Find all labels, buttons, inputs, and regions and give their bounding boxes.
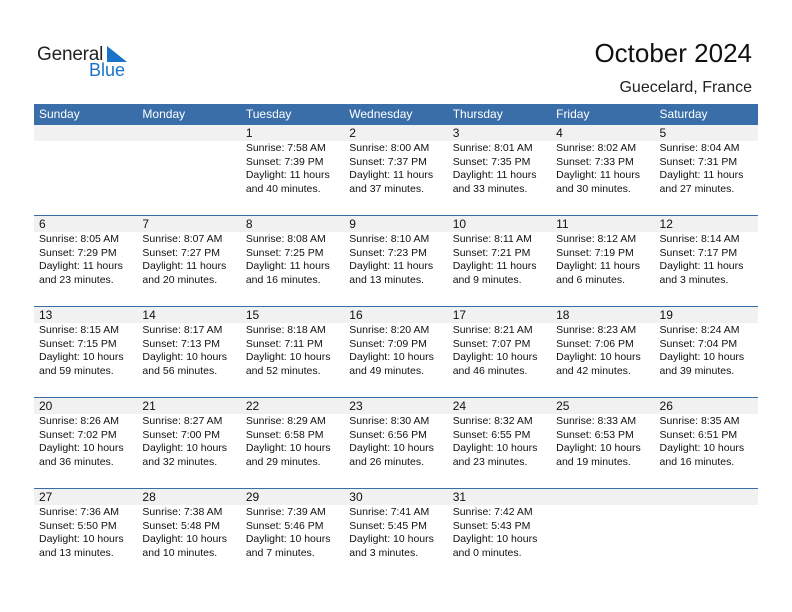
day-info [246, 506, 344, 560]
day-info [453, 233, 551, 287]
calendar-week [34, 397, 758, 488]
sunset-text: Sunset: 5:45 PM [349, 519, 427, 532]
day-number: 26 [659, 399, 673, 413]
day-cell [137, 307, 240, 397]
daylight-text: and 19 minutes. [556, 455, 631, 468]
sunset-text: Sunset: 7:02 PM [39, 428, 117, 441]
daylight-text: Daylight: 10 hours [245, 533, 331, 546]
day-info [39, 415, 137, 469]
sunset-text: Sunset: 7:19 PM [556, 246, 634, 259]
day-number: 23 [349, 399, 363, 413]
day-cell [655, 216, 758, 306]
day-cell [551, 125, 654, 215]
day-number: 15 [245, 308, 260, 322]
day-cell [551, 307, 654, 397]
day-cell [448, 307, 551, 397]
day-number: 2 [349, 126, 356, 140]
week-row [34, 489, 758, 579]
weekday-tuesday: Tuesday [245, 107, 292, 121]
day-cell [344, 216, 447, 306]
day-info [453, 324, 551, 378]
day-cell [344, 125, 447, 215]
day-info [660, 233, 758, 287]
sunset-text: Sunset: 7:31 PM [659, 155, 738, 168]
day-cell [241, 307, 344, 397]
day-cell [241, 489, 344, 579]
day-number: 24 [452, 399, 467, 413]
weekday-thursday: Thursday [452, 107, 503, 121]
day-number: 13 [39, 308, 53, 322]
day-cell [344, 307, 447, 397]
weekday-friday: Friday [556, 107, 590, 121]
sunrise-text: Sunrise: 8:35 AM [659, 415, 740, 427]
daylight-text: Daylight: 10 hours [349, 351, 434, 364]
calendar-weeks [34, 125, 758, 579]
sunrise-text: Sunrise: 8:00 AM [349, 142, 430, 154]
week-row [34, 307, 758, 397]
sunrise-text: Sunrise: 8:12 AM [556, 233, 637, 245]
empty-day-cell [551, 489, 654, 579]
day-info [39, 233, 137, 287]
sunset-text: Sunset: 6:51 PM [659, 428, 738, 441]
day-info [453, 415, 551, 469]
day-cell [448, 216, 551, 306]
day-info [246, 415, 344, 469]
sunset-text: Sunset: 7:06 PM [556, 337, 634, 350]
day-info [246, 324, 344, 378]
day-number: 30 [349, 490, 363, 504]
day-info [453, 506, 551, 560]
daylight-text: Daylight: 11 hours [39, 260, 123, 273]
daylight-text: Daylight: 10 hours [349, 442, 434, 455]
sunset-text: Sunset: 6:53 PM [556, 428, 634, 441]
sunset-text: Sunset: 7:37 PM [349, 155, 427, 168]
sunrise-text: Sunrise: 8:18 AM [245, 324, 326, 336]
day-info [349, 415, 447, 469]
day-number: 18 [556, 308, 570, 322]
day-info [142, 324, 240, 378]
sunset-text: Sunset: 7:15 PM [39, 337, 117, 350]
sunrise-text: Sunrise: 8:20 AM [349, 324, 430, 336]
empty-day-cell [137, 125, 240, 215]
daylight-text: Daylight: 10 hours [245, 442, 331, 455]
daylight-text: Daylight: 11 hours [556, 260, 640, 273]
logo [37, 44, 137, 80]
day-number: 11 [556, 217, 569, 231]
day-cell [448, 398, 551, 488]
day-info [142, 506, 240, 560]
day-cell [655, 307, 758, 397]
day-number: 8 [245, 217, 253, 231]
daylight-text: and 32 minutes. [142, 455, 218, 468]
empty-day-cell [655, 489, 758, 579]
day-cell [448, 125, 551, 215]
daylight-text: and 13 minutes. [39, 546, 114, 559]
day-info [349, 324, 447, 378]
sunrise-text: Sunrise: 8:04 AM [659, 142, 740, 154]
day-number: 17 [452, 308, 467, 322]
daylight-text: and 16 minutes. [245, 273, 321, 286]
day-info [39, 506, 137, 560]
sunset-text: Sunset: 7:39 PM [245, 155, 324, 168]
daylight-text: Daylight: 11 hours [245, 260, 330, 273]
daylight-text: and 20 minutes. [142, 273, 218, 286]
sunrise-text: Sunrise: 8:01 AM [452, 142, 533, 154]
sunrise-text: Sunrise: 7:38 AM [142, 506, 223, 518]
calendar [34, 104, 758, 579]
day-number: 19 [659, 308, 673, 322]
calendar-week [34, 488, 758, 579]
sunrise-text: Sunrise: 8:33 AM [556, 415, 637, 427]
daylight-text: Daylight: 10 hours [452, 533, 538, 546]
sunset-text: Sunset: 7:21 PM [452, 246, 531, 259]
day-number: 4 [556, 126, 563, 140]
sunrise-text: Sunrise: 8:05 AM [39, 233, 119, 245]
daylight-text: and 3 minutes. [349, 546, 419, 559]
sunrise-text: Sunrise: 8:08 AM [245, 233, 326, 245]
day-number: 27 [39, 490, 53, 504]
daylight-text: Daylight: 10 hours [556, 442, 641, 455]
sunset-text: Sunset: 6:58 PM [245, 428, 324, 441]
daylight-text: Daylight: 11 hours [349, 169, 434, 182]
daylight-text: Daylight: 10 hours [659, 351, 745, 364]
logo-word-blue: Blue [89, 60, 126, 80]
daylight-text: and 33 minutes. [452, 182, 528, 195]
day-info [142, 233, 240, 287]
day-info [660, 142, 758, 196]
daylight-text: and 36 minutes. [39, 455, 114, 468]
sunset-text: Sunset: 7:25 PM [245, 246, 324, 259]
sunrise-text: Sunrise: 8:23 AM [556, 324, 637, 336]
day-cell [137, 489, 240, 579]
daylight-text: and 29 minutes. [245, 455, 321, 468]
day-info [453, 142, 551, 196]
week-row [34, 125, 758, 215]
day-cell [655, 398, 758, 488]
daylight-text: Daylight: 10 hours [349, 533, 434, 546]
sunset-text: Sunset: 5:50 PM [39, 519, 117, 532]
daylight-text: Daylight: 11 hours [452, 169, 537, 182]
day-number: 29 [245, 490, 260, 504]
daylight-text: and 37 minutes. [349, 182, 424, 195]
day-cell [137, 216, 240, 306]
day-number: 9 [349, 217, 356, 231]
daylight-text: and 59 minutes. [39, 364, 114, 377]
day-info [349, 142, 447, 196]
sunset-text: Sunset: 7:23 PM [349, 246, 427, 259]
sunset-text: Sunset: 6:55 PM [452, 428, 531, 441]
sunrise-text: Sunrise: 8:14 AM [659, 233, 740, 245]
day-cell [344, 489, 447, 579]
sunrise-text: Sunrise: 8:26 AM [39, 415, 119, 427]
day-info [556, 142, 654, 196]
sunset-text: Sunset: 7:09 PM [349, 337, 427, 350]
day-info [660, 415, 758, 469]
daylight-text: and 23 minutes. [452, 455, 528, 468]
day-number: 1 [245, 126, 253, 140]
sunrise-text: Sunrise: 8:27 AM [142, 415, 223, 427]
day-info [556, 324, 654, 378]
sunset-text: Sunset: 7:13 PM [142, 337, 221, 350]
daylight-text: Daylight: 11 hours [245, 169, 330, 182]
daylight-text: Daylight: 10 hours [39, 533, 124, 546]
day-info [246, 142, 344, 196]
sunrise-text: Sunrise: 8:10 AM [349, 233, 430, 245]
day-info [246, 233, 344, 287]
sunset-text: Sunset: 7:33 PM [556, 155, 634, 168]
sunrise-text: Sunrise: 8:17 AM [142, 324, 223, 336]
day-number: 20 [39, 399, 53, 413]
sunrise-text: Sunrise: 8:07 AM [142, 233, 223, 245]
day-cell [655, 125, 758, 215]
sunrise-text: Sunrise: 8:21 AM [452, 324, 533, 336]
daylight-text: Daylight: 10 hours [142, 351, 228, 364]
daylight-text: and 46 minutes. [452, 364, 528, 377]
daylight-text: Daylight: 10 hours [556, 351, 641, 364]
day-number: 28 [142, 490, 156, 504]
daylight-text: and 49 minutes. [349, 364, 424, 377]
day-info [660, 324, 758, 378]
daylight-text: Daylight: 11 hours [452, 260, 537, 273]
daylight-text: Daylight: 11 hours [349, 260, 434, 273]
day-number: 12 [659, 217, 673, 231]
location-subtitle: Guecelard, France [619, 79, 752, 96]
day-cell [241, 216, 344, 306]
sunset-text: Sunset: 7:00 PM [142, 428, 221, 441]
sunset-text: Sunset: 7:07 PM [452, 337, 531, 350]
daylight-text: and 26 minutes. [349, 455, 424, 468]
calendar-week [34, 125, 758, 215]
sunset-text: Sunset: 6:56 PM [349, 428, 427, 441]
weekday-wednesday: Wednesday [349, 107, 413, 121]
day-cell [34, 489, 137, 579]
weekday-header [34, 104, 758, 125]
sunrise-text: Sunrise: 7:36 AM [39, 506, 119, 518]
calendar-week [34, 215, 758, 306]
day-cell [344, 398, 447, 488]
daylight-text: and 39 minutes. [659, 364, 735, 377]
day-number: 3 [452, 126, 460, 140]
day-info [556, 233, 654, 287]
sunset-text: Sunset: 5:48 PM [142, 519, 221, 532]
sunset-text: Sunset: 7:27 PM [142, 246, 221, 259]
daylight-text: Daylight: 11 hours [556, 169, 640, 182]
day-number: 31 [452, 490, 467, 504]
day-cell [551, 216, 654, 306]
daylight-text: Daylight: 11 hours [659, 169, 744, 182]
daylight-text: and 30 minutes. [556, 182, 631, 195]
sunrise-text: Sunrise: 8:32 AM [452, 415, 533, 427]
weekday-saturday: Saturday [659, 107, 708, 121]
daylight-text: and 56 minutes. [142, 364, 218, 377]
sunrise-text: Sunrise: 7:42 AM [452, 506, 533, 518]
sunset-text: Sunset: 5:43 PM [452, 519, 531, 532]
sunset-text: Sunset: 7:29 PM [39, 246, 117, 259]
week-row [34, 216, 758, 306]
day-number: 21 [142, 399, 156, 413]
day-number: 5 [659, 126, 667, 140]
sunrise-text: Sunrise: 7:39 AM [245, 506, 326, 518]
day-number: 14 [142, 308, 156, 322]
daylight-text: Daylight: 10 hours [245, 351, 331, 364]
sunrise-text: Sunrise: 8:29 AM [245, 415, 326, 427]
day-cell [241, 398, 344, 488]
day-number: 25 [556, 399, 570, 413]
daylight-text: Daylight: 10 hours [452, 351, 538, 364]
sunset-text: Sunset: 7:35 PM [452, 155, 531, 168]
day-number: 10 [452, 217, 467, 231]
week-row [34, 398, 758, 488]
sunrise-text: Sunrise: 8:30 AM [349, 415, 430, 427]
page-title: October 2024 [594, 38, 752, 68]
daylight-text: and 10 minutes. [142, 546, 218, 559]
day-info [556, 415, 654, 469]
calendar-week [34, 306, 758, 397]
day-cell [551, 398, 654, 488]
day-number: 7 [142, 217, 150, 231]
day-cell [241, 125, 344, 215]
daylight-text: and 3 minutes. [659, 273, 729, 286]
sunrise-text: Sunrise: 8:11 AM [452, 233, 532, 245]
day-cell [34, 216, 137, 306]
daylight-text: and 0 minutes. [452, 546, 522, 559]
daylight-text: and 23 minutes. [39, 273, 114, 286]
daylight-text: and 6 minutes. [556, 273, 625, 286]
day-cell [137, 398, 240, 488]
daylight-text: Daylight: 10 hours [39, 442, 124, 455]
sunset-text: Sunset: 7:17 PM [659, 246, 738, 259]
daylight-text: and 27 minutes. [659, 182, 735, 195]
daylight-text: Daylight: 11 hours [659, 260, 744, 273]
daylight-text: Daylight: 10 hours [142, 533, 228, 546]
daylight-text: Daylight: 10 hours [142, 442, 228, 455]
daylight-text: and 42 minutes. [556, 364, 631, 377]
daylight-text: Daylight: 10 hours [659, 442, 745, 455]
day-cell [34, 307, 137, 397]
day-number: 6 [39, 217, 46, 231]
daylight-text: and 40 minutes. [245, 182, 321, 195]
logo-word-general: General [37, 44, 104, 65]
weekday-sunday: Sunday [39, 107, 80, 121]
day-number: 22 [245, 399, 260, 413]
sunset-text: Sunset: 7:11 PM [245, 337, 323, 350]
day-info [349, 233, 447, 287]
day-info [142, 415, 240, 469]
sunrise-text: Sunrise: 8:02 AM [556, 142, 637, 154]
day-info [349, 506, 447, 560]
day-info [39, 324, 137, 378]
day-cell [448, 489, 551, 579]
sunset-text: Sunset: 5:46 PM [245, 519, 324, 532]
daylight-text: and 52 minutes. [245, 364, 321, 377]
daylight-text: and 16 minutes. [659, 455, 735, 468]
weekday-monday: Monday [142, 107, 186, 121]
daylight-text: and 13 minutes. [349, 273, 424, 286]
day-number: 16 [349, 308, 363, 322]
daylight-text: Daylight: 10 hours [452, 442, 538, 455]
empty-day-cell [34, 125, 137, 215]
sunrise-text: Sunrise: 7:58 AM [245, 142, 326, 154]
day-cell [34, 398, 137, 488]
daylight-text: Daylight: 11 hours [142, 260, 227, 273]
daylight-text: Daylight: 10 hours [39, 351, 124, 364]
daylight-text: and 9 minutes. [452, 273, 522, 286]
daylight-text: and 7 minutes. [245, 546, 315, 559]
sunset-text: Sunset: 7:04 PM [659, 337, 738, 350]
sunrise-text: Sunrise: 8:15 AM [39, 324, 119, 336]
sunrise-text: Sunrise: 7:41 AM [349, 506, 430, 518]
sunrise-text: Sunrise: 8:24 AM [659, 324, 740, 336]
